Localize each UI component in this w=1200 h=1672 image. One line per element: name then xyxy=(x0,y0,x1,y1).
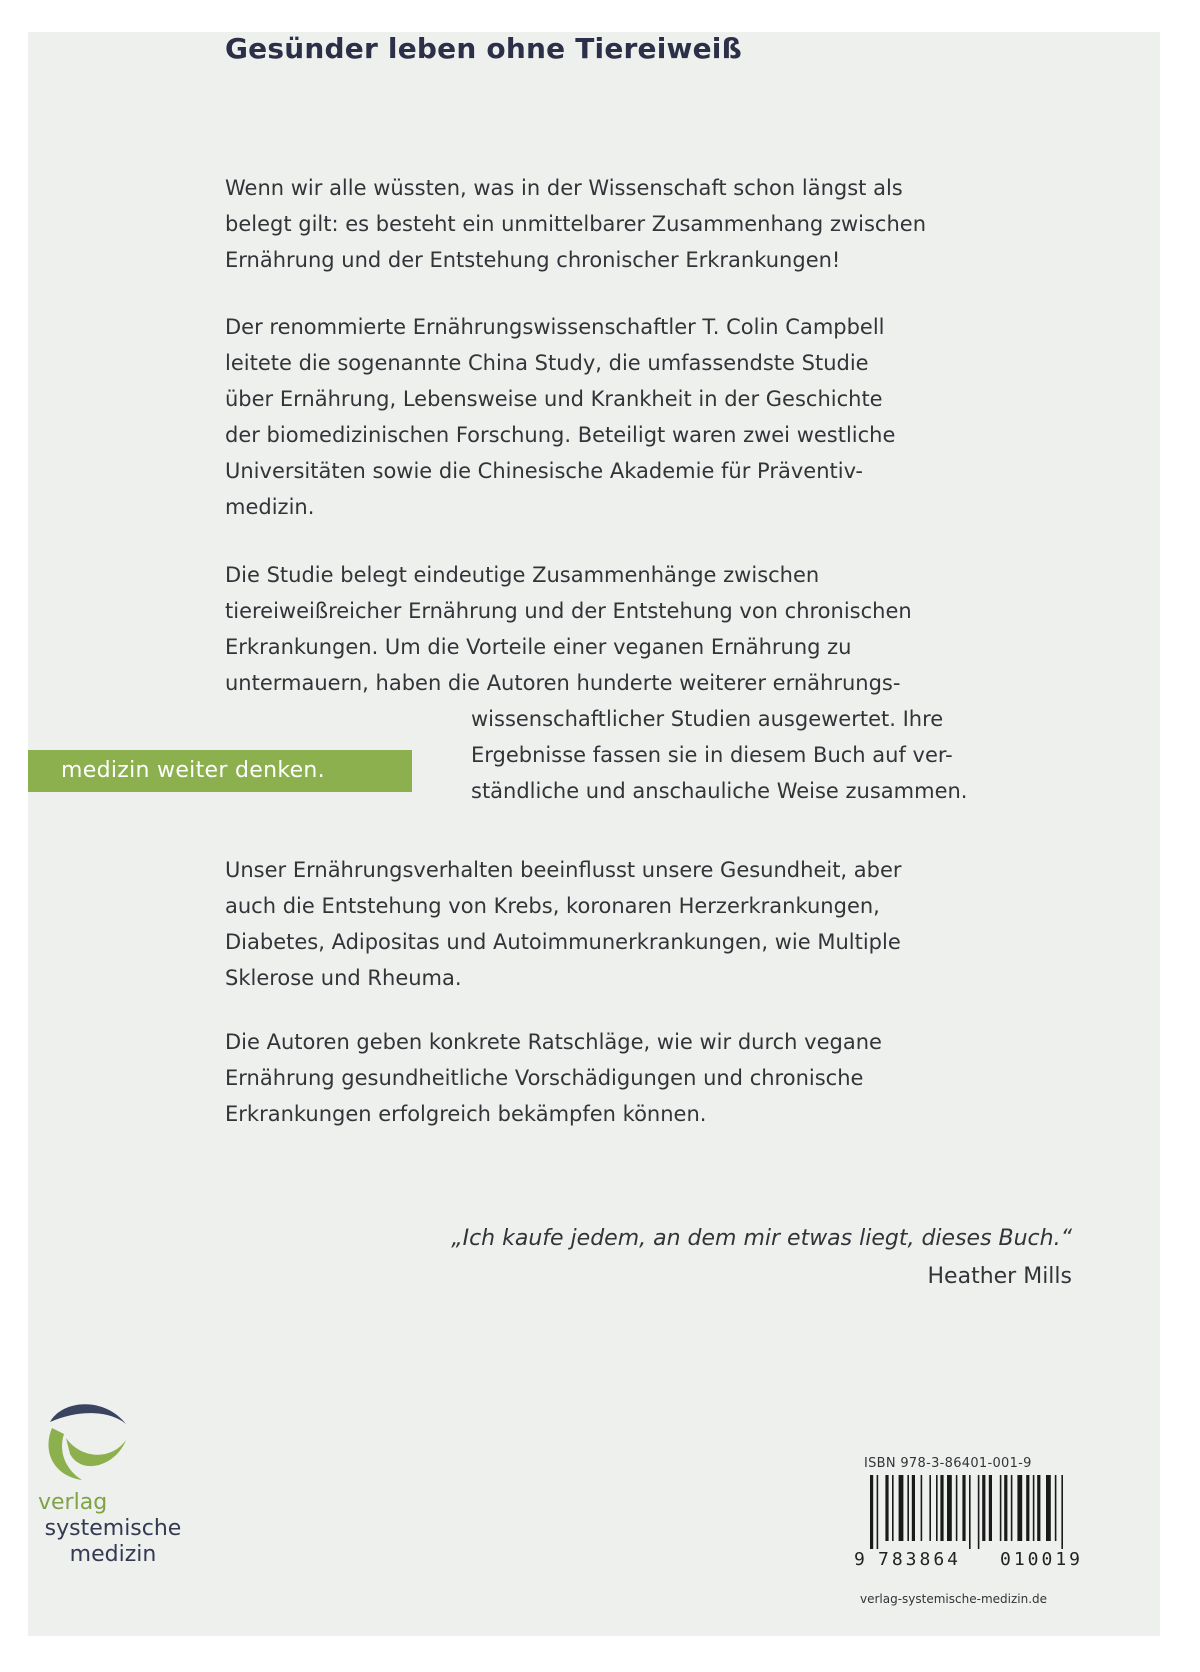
text-line: Die Autoren geben konkrete Ratschläge, wie wir durch vegane xyxy=(225,1030,882,1054)
barcode-bars xyxy=(870,1475,1063,1549)
publisher-logo-icon xyxy=(42,1394,132,1484)
barcode-bar xyxy=(870,1475,873,1549)
barcode-bar xyxy=(1004,1475,1007,1541)
barcode-bar xyxy=(956,1475,958,1541)
paragraph-intro xyxy=(225,170,926,278)
barcode-bar xyxy=(892,1475,894,1541)
barcode-bar xyxy=(989,1475,992,1541)
barcode-bar xyxy=(899,1475,904,1541)
text-line: Die Studie belegt eindeutige Zusammenhänge zwischen xyxy=(225,563,820,587)
barcode-bar xyxy=(1046,1475,1051,1541)
text-line: Diabetes, Adipositas und Autoimmunerkrankungen, wie Multiple xyxy=(225,930,901,954)
text-line: leitete die sogenannte China Study, die umfassendste Studie xyxy=(225,351,869,375)
barcode-icon xyxy=(848,1475,1126,1570)
logo-swoosh-navy xyxy=(50,1404,126,1424)
paragraph-health-effects xyxy=(225,852,902,996)
paragraph-advice xyxy=(225,1024,882,1132)
text-line: Unser Ernährungsverhalten beeinflusst unsere Gesundheit, aber xyxy=(225,858,902,882)
publisher-website: verlag-systemische-medizin.de xyxy=(860,1592,1048,1606)
publisher-name xyxy=(28,1490,198,1568)
barcode-bar xyxy=(969,1475,971,1549)
quote-author: Heather Mills xyxy=(927,1264,1072,1289)
text-line: Sklerose und Rheuma. xyxy=(225,966,462,990)
barcode-bar xyxy=(1000,1475,1002,1541)
text-line: medizin. xyxy=(225,495,315,519)
text-line: Ernährung gesundheitliche Vorschädigungen und chronische xyxy=(225,1066,864,1090)
barcode-digit-group: 783864 xyxy=(878,1549,962,1570)
barcode-bar xyxy=(1011,1475,1013,1541)
publisher-name-line: medizin xyxy=(69,1542,157,1567)
barcode-bar xyxy=(982,1475,985,1541)
text-line: über Ernährung, Lebensweise und Krankheit in der Geschichte xyxy=(225,387,883,411)
barcode-bar xyxy=(1055,1475,1057,1541)
publisher-name-line: systemische xyxy=(44,1516,182,1541)
barcode-bar xyxy=(1026,1475,1029,1541)
paragraph-china-study xyxy=(225,309,895,525)
text-line: belegt gilt: es besteht ein unmittelbarer Zusammenhang zwischen xyxy=(225,212,926,236)
text-line: wissenschaftlicher Studien ausgewertet. Ihre xyxy=(471,707,944,731)
back-cover xyxy=(28,32,1160,1636)
barcode-bar xyxy=(912,1475,915,1541)
text-line: Erkrankungen erfolgreich bekämpfen können. xyxy=(225,1102,707,1126)
barcode-bar xyxy=(1061,1475,1063,1549)
publisher-name-line: verlag xyxy=(38,1490,108,1515)
barcode-lead-digit: 9 xyxy=(854,1549,865,1570)
text-line: ständliche und anschauliche Weise zusammen. xyxy=(471,779,968,803)
text-line: untermauern, haben die Autoren hunderte weiterer ernährungs- xyxy=(225,671,901,695)
tagline-banner: medizin weiter denken. xyxy=(28,750,412,792)
text-line: Universitäten sowie die Chinesische Akademie für Präventiv- xyxy=(225,459,864,483)
barcode-digit-group: 010019 xyxy=(1000,1549,1084,1570)
text-line: Wenn wir alle wüssten, was in der Wissenschaft schon längst als xyxy=(225,176,903,200)
testimonial-quote xyxy=(451,1220,1072,1296)
barcode-bar xyxy=(947,1475,952,1541)
text-line: Der renommierte Ernährungswissenschaftler T. Colin Campbell xyxy=(225,315,885,339)
barcode-bar xyxy=(885,1475,888,1541)
barcode-bar xyxy=(877,1475,879,1549)
barcode-bar xyxy=(907,1475,909,1541)
logo-swoosh-green-right xyxy=(66,1438,126,1466)
text-line: Ernährung und der Entstehung chronischer Erkrankungen! xyxy=(225,248,841,272)
barcode-bar xyxy=(1037,1475,1040,1541)
barcode-bar xyxy=(1033,1475,1035,1541)
barcode-bar xyxy=(962,1475,965,1541)
isbn-label: ISBN 978-3-86401-001-9 xyxy=(864,1456,1032,1471)
text-line: tiereiweißreicher Ernährung und der Entstehung von chronischen xyxy=(225,599,912,623)
barcode-bar xyxy=(1017,1475,1022,1541)
barcode-bar xyxy=(936,1475,938,1541)
text-line: Erkrankungen. Um die Vorteile einer veganen Ernährung zu xyxy=(225,635,852,659)
barcode-bar xyxy=(978,1475,980,1549)
barcode-bar xyxy=(921,1475,923,1541)
text-line: auch die Entstehung von Krebs, koronaren Herzerkrankungen, xyxy=(225,894,880,918)
text-line: Ergebnisse fassen sie in diesem Buch auf ver- xyxy=(471,743,953,767)
text-line: der biomedizinischen Forschung. Beteiligt waren zwei westliche xyxy=(225,423,896,447)
barcode-bar xyxy=(929,1475,931,1541)
cover-title: Gesünder leben ohne Tiereiweiß xyxy=(225,32,742,65)
barcode-bar xyxy=(940,1475,943,1541)
quote-text: „Ich kaufe jedem, an dem mir etwas liegt, dieses Buch.“ xyxy=(451,1226,1072,1251)
